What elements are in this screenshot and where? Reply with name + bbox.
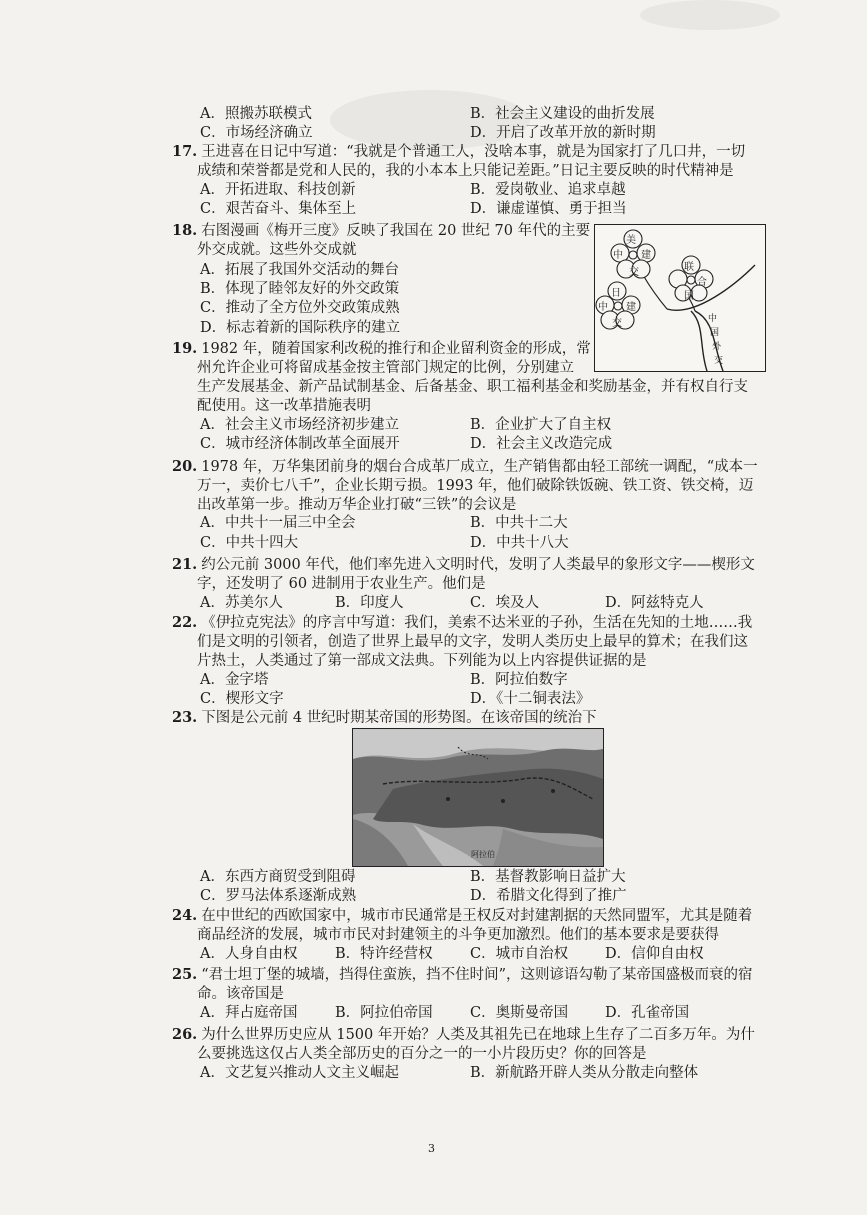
flower2-char-3: 国 bbox=[684, 291, 694, 302]
q26-option-a: A．文艺复兴推动人文主义崛起 bbox=[200, 1065, 399, 1081]
q24-stem-line1: 24. 在中世纪的西欧国家中，城市市民通常是王权反对封建割据的天然同盟军，尤其是随着 bbox=[172, 907, 753, 924]
q19-stem-line2: 州允许企业可将留成基金按主管部门规定的比例，分别建立 bbox=[197, 360, 574, 376]
q20-option-c: C．中共十四大 bbox=[200, 535, 299, 551]
branch-char-1: 中 bbox=[708, 314, 718, 324]
q26-stem-line1: 26. 为什么世界历史应从 1500 年开始？人类及其祖先已在地球上生存了二百多万年。为什 bbox=[172, 1026, 755, 1043]
q18-option-b: B．体现了睦邻友好的外交政策 bbox=[200, 281, 400, 297]
q25-option-b: B．阿拉伯帝国 bbox=[335, 1005, 433, 1021]
q24-option-a: A．人身自由权 bbox=[200, 946, 298, 962]
branch-char-4: 交 bbox=[714, 356, 724, 366]
q23-option-c: C．罗马法体系逐渐成熟 bbox=[200, 888, 357, 904]
q20-option-b: B．中共十二大 bbox=[470, 515, 568, 531]
q21-option-c: C．埃及人 bbox=[470, 595, 540, 611]
q21-stem-line2: 字，还发明了 60 进制用于农业生产。他们是 bbox=[197, 576, 486, 592]
q23-stem-line1: 23. 下图是公元前 4 世纪时期某帝国的形势图。在该帝国的统治下 bbox=[172, 709, 597, 726]
flower1-char-4: 交 bbox=[629, 267, 639, 278]
q17-stem-line2: 成绩和荣誉都是党和人民的，我的小本本上只能记差距。”日记主要反映的时代精神是 bbox=[197, 163, 734, 179]
q23-option-d: D．希腊文化得到了推广 bbox=[470, 888, 627, 904]
q17-option-a: A．开拓进取、科技创新 bbox=[200, 182, 356, 198]
flower1-char-2: 中 bbox=[613, 250, 623, 261]
q26-stem-line2: 么要挑选这仅占人类全部历史的百分之一的一小片段历史？你的回答是 bbox=[197, 1046, 647, 1062]
q19-option-c: C．城市经济体制改革全面展开 bbox=[200, 436, 400, 452]
q23-option-a: A．东西方商贸受到阻碍 bbox=[200, 869, 356, 885]
plum-blossom-cartoon bbox=[594, 224, 766, 372]
q22-option-c: C．楔形文字 bbox=[200, 691, 284, 707]
q22-stem-line1: 22. 《伊拉克宪法》的序言中写道：我们，美索不达米亚的子孙，生活在先知的土地……我 bbox=[172, 614, 753, 631]
q25-option-a: A．拜占庭帝国 bbox=[200, 1005, 298, 1021]
q18-stem-line2: 外交成就。这些外交成就 bbox=[197, 242, 357, 258]
q21-option-b: B．印度人 bbox=[335, 595, 404, 611]
q23-option-b: B．基督教影响日益扩大 bbox=[470, 869, 626, 885]
q25-option-d: D．孔雀帝国 bbox=[605, 1005, 690, 1021]
q18-option-c: C．推动了全方位外交政策成熟 bbox=[200, 300, 400, 316]
q22-stem-line2: 们是文明的引领者，创造了世界上最早的文字，发明人类历史上最早的算术；在我们这 bbox=[197, 634, 748, 650]
q20-stem-line3: 出改革第一步。推动万华企业打破“三铁”的会议是 bbox=[197, 497, 517, 513]
q19-option-b: B．企业扩大了自主权 bbox=[470, 417, 612, 433]
flower1-char-3: 建 bbox=[641, 250, 651, 261]
q22-option-d: D．《十二铜表法》 bbox=[470, 691, 591, 707]
q22-option-a: A．金字塔 bbox=[200, 672, 269, 688]
empire-map bbox=[352, 728, 604, 867]
flower3-char-1: 日 bbox=[611, 288, 621, 299]
branch-char-3: 外 bbox=[712, 342, 722, 352]
scan-smudge bbox=[640, 0, 780, 30]
q19-stem-line1: 19. 1982 年，随着国家利改税的推行和企业留利资金的形成，常 bbox=[172, 340, 591, 357]
flower2-char-2: 合 bbox=[697, 277, 707, 288]
q25-option-c: C．奥斯曼帝国 bbox=[470, 1005, 569, 1021]
q24-stem-line2: 商品经济的发展，城市市民对封建领主的斗争更加激烈。他们的基本要求是要获得 bbox=[197, 927, 719, 943]
q21-option-d: D．阿兹特克人 bbox=[605, 595, 704, 611]
q16-option-c: C．市场经济确立 bbox=[200, 125, 313, 141]
flower3-char-2: 中 bbox=[598, 302, 608, 313]
empire-map-drawing bbox=[353, 729, 603, 866]
q24-option-b: B．特许经营权 bbox=[335, 946, 433, 962]
q26-option-b: B．新航路开辟人类从分散走向整体 bbox=[470, 1065, 699, 1081]
q17-option-b: B．爱岗敬业、追求卓越 bbox=[470, 182, 626, 198]
q18-option-d: D．标志着新的国际秩序的建立 bbox=[200, 320, 401, 336]
q24-option-c: C．城市自治权 bbox=[470, 946, 569, 962]
q17-option-c: C．艰苦奋斗、集体至上 bbox=[200, 201, 357, 217]
q25-stem-line2: 命。该帝国是 bbox=[197, 986, 284, 1002]
q20-option-d: D．中共十八大 bbox=[470, 535, 569, 551]
q17-option-d: D．谦虚谨慎、勇于担当 bbox=[470, 201, 627, 217]
q19-stem-line3: 生产发展基金、新产品试制基金、后备基金、职工福利基金和奖励基金，并有权自行支 bbox=[197, 379, 748, 395]
q22-stem-line3: 片热土，人类通过了第一部成文法典。下列能为以上内容提供证据的是 bbox=[197, 653, 647, 669]
flower3-char-3: 建 bbox=[626, 302, 636, 313]
page-number: 3 bbox=[428, 1142, 435, 1155]
q20-option-a: A．中共十一届三中全会 bbox=[200, 515, 356, 531]
flower3-char-4: 交 bbox=[612, 318, 622, 329]
q19-option-a: A．社会主义市场经济初步建立 bbox=[200, 417, 399, 433]
q20-stem-line1: 20. 1978 年，万华集团前身的烟台合成革厂成立，生产销售都由轻工部统一调配，“成本一 bbox=[172, 458, 758, 475]
flower1-char-1: 美 bbox=[626, 235, 636, 246]
q16-option-a: A．照搬苏联模式 bbox=[200, 106, 312, 122]
q16-option-b: B．社会主义建设的曲折发展 bbox=[470, 106, 655, 122]
q17-stem-line1: 17. 王进喜在日记中写道：“我就是个普通工人，没啥本事，就是为国家打了几口井，一切 bbox=[172, 143, 746, 160]
q19-stem-line4: 配使用。这一改革措施表明 bbox=[197, 398, 371, 414]
q18-stem-line1: 18. 右图漫画《梅开三度》反映了我国在 20 世纪 70 年代的主要 bbox=[172, 222, 591, 239]
flower2-char-1: 联 bbox=[684, 262, 694, 273]
q25-stem-line1: 25. “君士坦丁堡的城墙，挡得住蛮族，挡不住时间”，这则谚语勾勒了某帝国盛极而衰的宿 bbox=[172, 966, 753, 983]
q24-option-d: D．信仰自由权 bbox=[605, 946, 704, 962]
q16-option-d: D．开启了改革开放的新时期 bbox=[470, 125, 656, 141]
q21-stem-line1: 21. 约公元前 3000 年代，他们率先进入文明时代，发明了人类最早的象形文字——楔形文 bbox=[172, 556, 755, 573]
q22-option-b: B．阿拉伯数字 bbox=[470, 672, 568, 688]
q21-option-a: A．苏美尔人 bbox=[200, 595, 283, 611]
q19-option-d: D．社会主义改造完成 bbox=[470, 436, 613, 452]
map-label-arabia: 阿拉伯 bbox=[471, 850, 495, 859]
q20-stem-line2: 万一，卖价七八千”，企业长期亏损。1993 年，他们破除铁饭碗、铁工资、铁交椅，迈 bbox=[197, 478, 754, 494]
q18-option-a: A．拓展了我国外交活动的舞台 bbox=[200, 262, 399, 278]
branch-char-2: 国 bbox=[710, 328, 720, 338]
